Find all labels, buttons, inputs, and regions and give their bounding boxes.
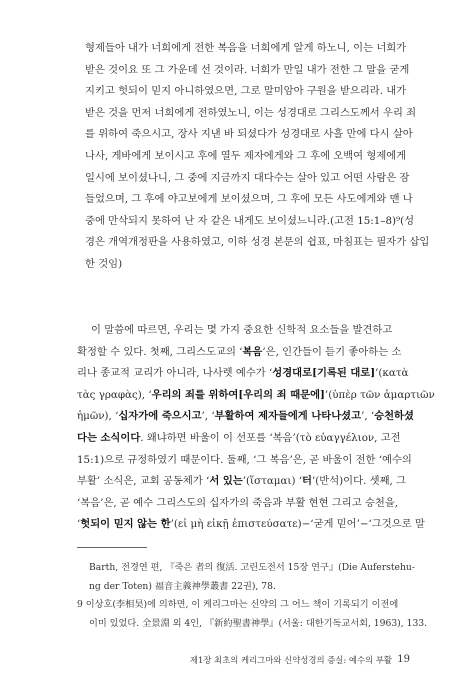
emphasis-text: 서 있는 bbox=[209, 475, 243, 488]
text-run: 일시에 보이셨나니, 그 중에 지금까지 대다수는 살아 있고 어떤 사람은 잠 bbox=[85, 171, 410, 184]
text-run: 형제들아 내가 너희에게 전한 복음을 너희에게 알게 하노니, 이는 너희가 bbox=[85, 42, 407, 54]
text-run: ’은, 인간들이 듣기 좋아하는 소 bbox=[262, 345, 402, 358]
footnote-line bbox=[77, 560, 415, 576]
footnote-divider bbox=[77, 547, 147, 548]
text-run: ’, ‘ bbox=[361, 410, 375, 423]
emphasis-text: 복음 bbox=[242, 345, 263, 358]
text-run: 부활’ 소식은, 교회 공동체가 ‘ bbox=[77, 475, 210, 488]
body-line bbox=[77, 451, 412, 469]
text-run: 나사, 게바에게 보이시고 후에 열두 제자에게와 그 후에 오백여 형제에게 bbox=[85, 150, 407, 162]
body-line bbox=[77, 343, 407, 361]
text-run: 경은 개역개정판을 사용하였고, 이하 성경 본문의 쉽표, 마침표는 필자가 삽입 bbox=[85, 236, 430, 249]
text-run: 이 말씀에 따르면, 우리는 몇 가지 중요한 신학적 요소들을 발견하고 bbox=[91, 324, 393, 336]
page-number: 19 bbox=[397, 654, 410, 665]
text-run: 9 이상호(李相昊)에 의하면, 이 케리그마는 신약의 그 어느 책이 기록되기 이전에 bbox=[77, 599, 399, 610]
text-run: 들었으며, 그 후에 야고보에게 보이셨으며, 그 후에 모든 사도에게와 맨 나 bbox=[85, 193, 413, 206]
text-run: ’(ἵσταμαι) ‘ bbox=[242, 475, 303, 488]
text-run: ἡμῶν), ‘ bbox=[77, 410, 119, 423]
emphasis-text: 우리의 죄를 위하여[우리의 죄 때문에] bbox=[151, 388, 325, 401]
text-run: 확정할 수 있다. 첫째, 그리스도교의 ‘ bbox=[77, 345, 243, 358]
text-run: ’(εἰ μὴ εἰκῇ ἐπιστεύσατε)−‘굳게 믿어’−‘그것으로 말 bbox=[170, 518, 425, 531]
quote-line bbox=[77, 233, 430, 251]
quote-line bbox=[77, 125, 413, 143]
emphasis-text: 승천하셨 bbox=[374, 410, 414, 423]
quote-line bbox=[77, 82, 407, 100]
text-run: ’(ὑπὲρ τῶν ἁμαρτιῶν bbox=[324, 388, 435, 401]
quote-line bbox=[77, 169, 410, 187]
quote-line bbox=[77, 147, 407, 165]
emphasis-text: 터 bbox=[302, 475, 312, 488]
quote-line bbox=[77, 212, 415, 230]
quote-line bbox=[77, 61, 410, 79]
text-run: ’, ‘ bbox=[201, 410, 215, 423]
body-line bbox=[77, 386, 435, 404]
quote-line bbox=[77, 190, 413, 208]
body-line bbox=[77, 407, 414, 425]
text-run: ng der Toten) 福音主義神學叢書 22권), 78. bbox=[89, 580, 276, 592]
running-head: 제1장 최초의 케리그마와 신약성경의 증실: 예수의 부활 bbox=[189, 655, 392, 665]
text-run: Barth, 전경연 편, 『죽은 者의 復活. 고린도전서 15장 연구』(Die Auferstehu- bbox=[89, 562, 415, 573]
quote-line bbox=[77, 255, 407, 273]
page-footer bbox=[0, 652, 470, 668]
emphasis-text: 성경대로[기록된 대로] bbox=[272, 367, 376, 380]
text-run: 15:1)으로 규정하였기 때문이다. 둘째, ‘그 복음’은, 곧 바울이 전한 ‘예수의 bbox=[77, 453, 412, 466]
text-run: 이미 있었다. 全景淵 외 4인, 『新約聖書神學』(서울: 대한기독교서회, 1963), 133. bbox=[89, 617, 428, 629]
quote-line bbox=[77, 104, 417, 122]
text-run: 중에 만삭되지 못하여 난 자 같은 내게도 보이셨느니라.(고전 15:1–8)⁹(성 bbox=[85, 214, 415, 227]
text-run: ‘복음’은, 곧 예수 그리스도의 십자가의 죽음과 부활 현현 그리고 승천을, bbox=[77, 496, 399, 509]
body-line bbox=[77, 321, 407, 339]
footnote-line bbox=[77, 579, 407, 595]
body-line bbox=[77, 494, 407, 512]
footnote-line bbox=[77, 616, 428, 632]
text-run: ‘ bbox=[77, 518, 81, 531]
body-line bbox=[77, 364, 407, 382]
text-run: τὰς γραφὰς), ‘ bbox=[77, 388, 152, 401]
text-run: . 왜냐하면 바울이 이 선포를 ‘복음’(τὸ εὐαγγέλιον, 고전 bbox=[140, 432, 401, 444]
text-run: 받은 것이요 또 그 가운데 선 것이라. 너희가 만일 내가 전한 그 말을 굳게 bbox=[85, 63, 410, 76]
text-run: 받은 것을 먼저 너희에게 전하였노니, 이는 성경대로 그리스도께서 우리 죄 bbox=[85, 106, 417, 119]
text-run: 한 것임) bbox=[85, 258, 123, 270]
footnote-line bbox=[77, 597, 407, 613]
emphasis-text: 다는 소식이다 bbox=[77, 432, 141, 444]
text-run: 리나 종교적 교리가 아니라, 나사렛 예수가 ‘ bbox=[77, 367, 273, 380]
quote-line bbox=[77, 39, 407, 57]
text-run: ’(반석)이다. 셋째, 그 bbox=[311, 475, 407, 488]
emphasis-text: 십자가에 죽으시고 bbox=[118, 410, 202, 423]
text-run: 를 위하여 죽으시고, 장사 지낸 바 되셨다가 성경대로 사흘 만에 다시 살아 bbox=[85, 128, 413, 141]
text-run: ’(κατὰ bbox=[375, 367, 409, 380]
emphasis-text: 부활하여 제자들에게 나타나셨고 bbox=[214, 410, 362, 423]
emphasis-text: 헛되이 믿지 않는 한 bbox=[80, 518, 171, 531]
body-line bbox=[77, 472, 407, 490]
body-line bbox=[77, 429, 407, 447]
text-run: 지키고 헛되이 믿지 아니하였으면, 그로 말미암아 구원을 받으리라. 내가 bbox=[85, 85, 407, 98]
body-line bbox=[77, 515, 425, 533]
